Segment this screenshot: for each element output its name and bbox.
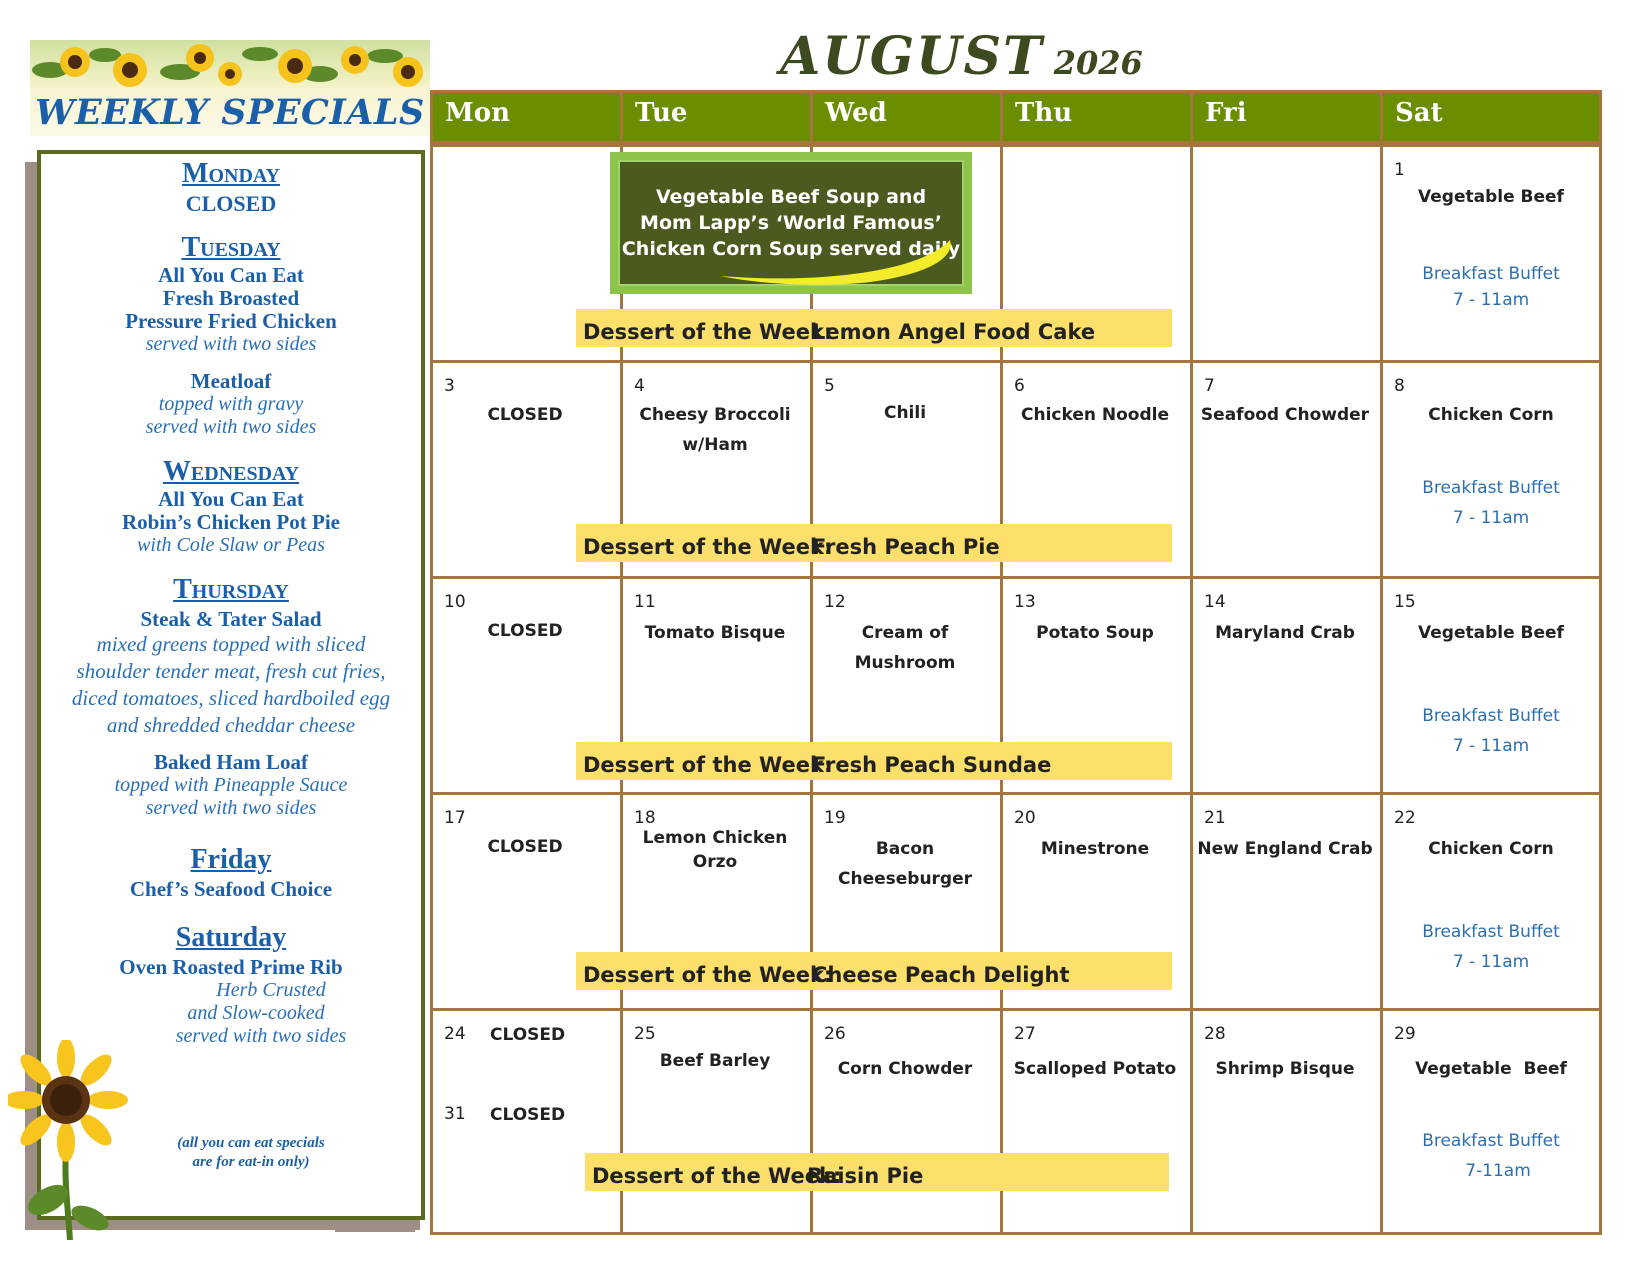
day-number: 12 (824, 592, 846, 612)
day-number: 27 (1014, 1024, 1036, 1044)
day-cell (1380, 576, 1602, 792)
day-cell (1190, 1008, 1380, 1235)
footnote-line: are for eat-in only) (192, 1154, 310, 1170)
saturday-heading: Saturday (175, 922, 287, 953)
day-number: 25 (634, 1024, 656, 1044)
soup-of-day: Chicken Corn (1428, 405, 1554, 425)
weekday-header: Fri (1205, 98, 1247, 128)
soup-of-day: Vegetable Beef (1415, 1059, 1567, 1079)
daily-soups-line: Chicken Corn Soup served daily (621, 238, 961, 260)
swoosh-icon (620, 162, 966, 288)
thursday-special1-note: diced tomatoes, sliced hardboiled egg (71, 686, 391, 710)
breakfast-buffet-hours: 7 - 11am (1452, 290, 1530, 310)
tuesday-special2-note: served with two sides (145, 416, 317, 438)
day-cell (1000, 1008, 1190, 1235)
day-number: 7 (1204, 376, 1215, 396)
day-cell (430, 1008, 620, 1235)
dessert-of-week-banner (576, 952, 1172, 990)
soup-of-day: Chili (883, 403, 927, 423)
soup-of-day: Chicken Noodle (1021, 405, 1169, 425)
thursday-special1-note: shoulder tender meat, fresh cut fries, (76, 659, 386, 683)
monday-section (41, 158, 421, 218)
eat-in-footnote (81, 1134, 421, 1172)
day-cell (1380, 792, 1602, 1008)
day-cell (620, 1008, 810, 1235)
weekday-header-row (430, 90, 1602, 144)
monday-status: CLOSED (185, 191, 277, 216)
weekday-header: Thu (1015, 98, 1073, 128)
breakfast-buffet-hours: 7-11am (1465, 1161, 1531, 1181)
sunflower-icon (8, 1040, 128, 1240)
day-number: 28 (1204, 1024, 1226, 1044)
wednesday-special-line: Robin’s Chicken Pot Pie (122, 510, 340, 534)
dessert-label: Dessert of the Week: (583, 963, 833, 987)
day-number: 1 (1394, 160, 1405, 180)
soup-of-day: Chicken Corn (1428, 839, 1554, 859)
daily-soups-line: Vegetable Beef Soup and (655, 186, 927, 208)
friday-section (41, 844, 421, 901)
day-number: 24 (444, 1024, 466, 1044)
breakfast-buffet: Breakfast Buffet (1422, 1131, 1560, 1151)
day-cell (1380, 1008, 1602, 1235)
day-number: 17 (444, 808, 466, 828)
dessert-name: Cheese Peach Delight (812, 963, 1070, 987)
friday-heading: Friday (190, 844, 272, 875)
soup-of-day: Tomato Bisque (644, 623, 786, 643)
day-cell (810, 1008, 1000, 1235)
soup-of-day: Seafood Chowder (1200, 405, 1370, 425)
soup-of-day-line2: w/Ham (682, 435, 748, 455)
thursday-heading: Thursday (173, 574, 289, 605)
dessert-name: Fresh Peach Sundae (812, 753, 1052, 777)
day-number: 4 (634, 376, 645, 396)
day-cell (1190, 360, 1380, 576)
day-number: 11 (634, 592, 656, 612)
thursday-special1-note: and shredded cheddar cheese (106, 713, 356, 737)
dessert-label: Dessert of the Week: (592, 1164, 842, 1188)
day-number: 20 (1014, 808, 1036, 828)
breakfast-buffet-hours: 7 - 11am (1452, 508, 1530, 528)
dessert-label: Dessert of the Week: (583, 535, 833, 559)
soup-of-day: Vegetable Beef (1418, 623, 1564, 643)
soup-of-day: Lemon Chicken (642, 828, 788, 848)
thursday-section (41, 574, 421, 820)
day-number: 21 (1204, 808, 1226, 828)
weekday-header: Wed (825, 98, 887, 128)
month-name: AUGUST (780, 26, 1044, 87)
soup-of-day-line2: Cheeseburger (837, 869, 973, 889)
soup-of-day: Shrimp Bisque (1215, 1059, 1355, 1079)
friday-special: Chef’s Seafood Choice (129, 877, 333, 901)
soup-of-day: Maryland Crab (1215, 623, 1355, 643)
daily-soups-line: Mom Lapp’s ‘World Famous’ (640, 212, 942, 234)
soup-of-day: Scalloped Potato (1013, 1059, 1177, 1079)
day-number: 22 (1394, 808, 1416, 828)
dessert-label: Dessert of the Week: (583, 753, 833, 777)
thursday-special2-name: Baked Ham Loaf (153, 750, 308, 774)
breakfast-buffet: Breakfast Buffet (1422, 922, 1560, 942)
dessert-name: Fresh Peach Pie (812, 535, 1000, 559)
tuesday-special-line: Pressure Fried Chicken (125, 309, 337, 333)
day-number: 26 (824, 1024, 846, 1044)
sunflower-border-image (30, 40, 430, 88)
breakfast-buffet: Breakfast Buffet (1422, 264, 1560, 284)
dessert-label: Dessert of the Week: (583, 320, 833, 344)
daily-soups-notice (610, 152, 972, 294)
weekday-header: Sat (1395, 98, 1443, 128)
tuesday-special-line: Fresh Broasted (162, 286, 300, 310)
thursday-special1-name: Steak & Tater Salad (140, 607, 322, 631)
dessert-of-week-banner (585, 1153, 1169, 1191)
saturday-note: and Slow-cooked (187, 1002, 325, 1024)
soup-of-day: CLOSED (487, 621, 563, 641)
soup-of-day: CLOSED (490, 1025, 566, 1045)
dessert-of-week-banner (576, 524, 1172, 562)
footnote-line: (all you can eat specials (177, 1135, 325, 1151)
day-number: 10 (444, 592, 466, 612)
soup-of-day: Cream of (861, 623, 949, 643)
dessert-name: Lemon Angel Food Cake (812, 320, 1096, 344)
calendar-grid (430, 90, 1602, 1235)
tuesday-special-line: All You Can Eat (158, 263, 304, 287)
soup-of-day: Potato Soup (1036, 623, 1154, 643)
day-number: 14 (1204, 592, 1226, 612)
day-cell (1190, 576, 1380, 792)
dessert-name: Raisin Pie (807, 1164, 924, 1188)
wednesday-section (41, 456, 421, 557)
soup-of-day-line2: Orzo (692, 852, 738, 872)
weekday-header: Mon (445, 98, 511, 128)
weekly-specials-title: WEEKLY SPECIALS (30, 88, 430, 136)
day-number: 31 (444, 1104, 466, 1124)
day-number: 19 (824, 808, 846, 828)
weekly-specials-banner (30, 40, 430, 136)
saturday-section (41, 922, 421, 1048)
soup-of-day: Cheesy Broccoli (639, 405, 791, 425)
breakfast-buffet-hours: 7 - 11am (1452, 736, 1530, 756)
wednesday-heading: Wednesday (162, 456, 300, 487)
weekday-header: Tue (635, 98, 688, 128)
breakfast-buffet: Breakfast Buffet (1422, 478, 1560, 498)
daily-soups-notice-inner (618, 160, 964, 286)
soup-of-day: Bacon (875, 839, 935, 859)
day-number: 18 (634, 808, 656, 828)
month-title (780, 26, 1200, 96)
soup-of-day: Beef Barley (659, 1051, 771, 1071)
day-number: 6 (1014, 376, 1025, 396)
soup-of-day: CLOSED (487, 405, 563, 425)
breakfast-buffet-hours: 7 - 11am (1452, 952, 1530, 972)
thursday-special1-note: mixed greens topped with sliced (96, 632, 366, 656)
monday-heading: Monday (182, 158, 280, 189)
soup-of-day: CLOSED (487, 837, 563, 857)
day-number: 8 (1394, 376, 1405, 396)
soup-of-day: CLOSED (490, 1105, 566, 1125)
soup-of-day: Minestrone (1040, 839, 1150, 859)
tuesday-section (41, 232, 421, 439)
saturday-note: served with two sides (175, 1025, 347, 1047)
dessert-of-week-banner (576, 309, 1172, 347)
saturday-note: Herb Crusted (216, 979, 326, 1001)
soup-of-day: New England Crab (1197, 839, 1373, 859)
day-number: 15 (1394, 592, 1416, 612)
day-number: 13 (1014, 592, 1036, 612)
day-number: 29 (1394, 1024, 1416, 1044)
tuesday-special2-note: topped with gravy (158, 393, 304, 415)
saturday-special: Oven Roasted Prime Rib (119, 955, 343, 979)
day-number: 3 (444, 376, 455, 396)
dessert-of-week-banner (576, 742, 1172, 780)
soup-of-day-line2: Mushroom (854, 653, 956, 673)
breakfast-buffet: Breakfast Buffet (1422, 706, 1560, 726)
year: 2026 (1053, 44, 1143, 82)
thursday-special2-note: topped with Pineapple Sauce (114, 774, 348, 796)
wednesday-special-line: All You Can Eat (158, 487, 304, 511)
thursday-special2-note: served with two sides (145, 797, 317, 819)
soup-of-day: Vegetable Beef (1418, 187, 1564, 207)
soup-of-day: Corn Chowder (837, 1059, 973, 1079)
tuesday-heading: Tuesday (181, 232, 281, 263)
day-number: 5 (824, 376, 835, 396)
tuesday-special-note: served with two sides (145, 333, 317, 355)
day-cell (1380, 360, 1602, 576)
tuesday-special2-name: Meatloaf (190, 369, 272, 393)
day-cell (1380, 144, 1602, 360)
day-cell (1190, 792, 1380, 1008)
wednesday-special-note: with Cole Slaw or Peas (137, 534, 325, 556)
